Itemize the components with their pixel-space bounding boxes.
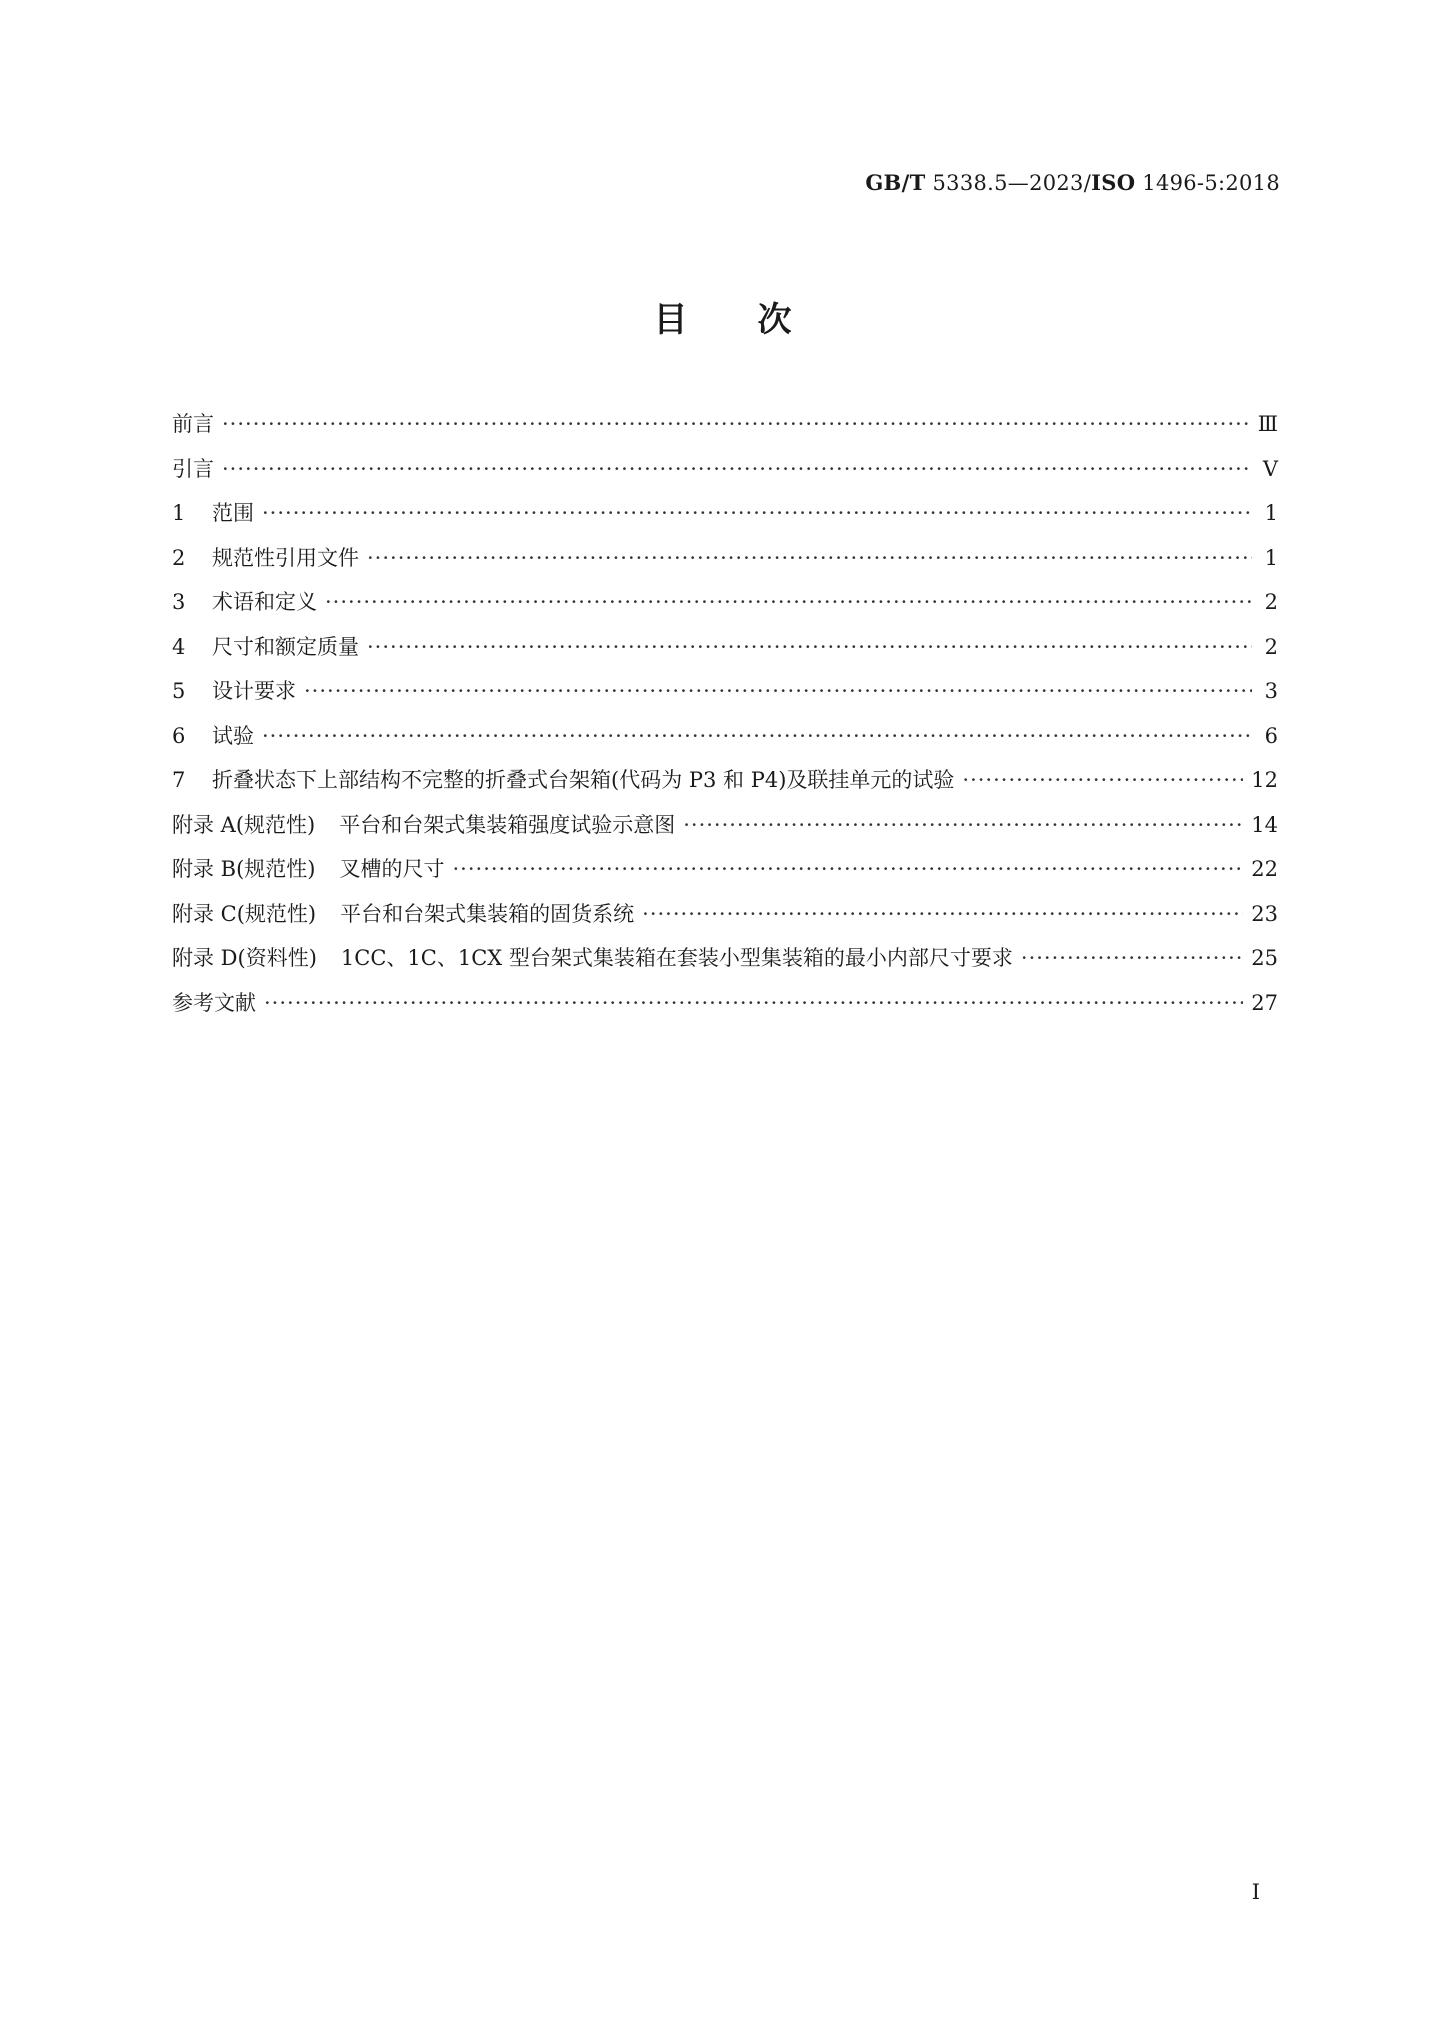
toc-entry-label: 规范性引用文件 [212, 545, 359, 570]
toc-entry-page: 12 [1251, 768, 1278, 792]
toc-leader [367, 546, 1252, 570]
toc-entry-page: 22 [1251, 857, 1278, 881]
document-code [865, 170, 1280, 195]
toc-entry-annex-b[interactable] [172, 853, 1278, 898]
toc-entry-annex-d[interactable] [172, 942, 1278, 987]
toc-leader [325, 590, 1252, 614]
toc-entry-3[interactable] [172, 586, 1278, 631]
toc-entry-number: 2 [172, 545, 186, 570]
doc-code-number: 5338.5—2023/ [932, 171, 1092, 195]
toc-entry-page: 27 [1251, 990, 1278, 1015]
toc-entry-2[interactable] [172, 542, 1278, 587]
toc-entry-page: Ⅴ [1262, 456, 1278, 481]
toc-entry-label: 引言 [172, 456, 214, 481]
doc-code-iso-number: 1496-5:2018 [1142, 171, 1280, 195]
toc-entry-page: 23 [1251, 901, 1278, 926]
toc-entry-number: 1 [172, 501, 186, 525]
toc-annex-tag: 附录 C(规范性) [172, 901, 317, 926]
page-number: I [1251, 1880, 1260, 1904]
toc-leader [304, 679, 1252, 703]
toc-entry-page: 2 [1264, 590, 1278, 614]
toc-entry-number: 6 [172, 723, 186, 748]
toc-leader [642, 902, 1243, 926]
toc-entry-page: 6 [1264, 723, 1278, 748]
toc-leader [367, 635, 1252, 659]
toc-entry-number: 5 [172, 679, 186, 703]
toc-entry-6[interactable] [172, 720, 1278, 765]
toc-leader [262, 501, 1252, 525]
toc-entry-page: 1 [1264, 545, 1278, 570]
toc-entry-label: 范围 [212, 501, 254, 525]
toc-annex-tag: 附录 A(规范性) [172, 812, 316, 837]
toc-entry-label: 术语和定义 [212, 590, 317, 614]
toc-entry-bibliography[interactable] [172, 987, 1278, 1032]
toc-entry-label: 1CC、1C、1CX 型台架式集装箱在套装小型集装箱的最小内部尺寸要求 [340, 946, 1013, 970]
toc-entry-label: 叉槽的尺寸 [339, 857, 445, 881]
toc-entry-number: 7 [172, 768, 186, 792]
toc-leader [962, 768, 1243, 792]
toc-entry-page: 25 [1251, 946, 1278, 970]
toc-entry-label: 参考文献 [172, 990, 256, 1015]
toc-entry-label: 平台和台架式集装箱强度试验示意图 [339, 812, 676, 837]
toc-entry-introduction[interactable] [172, 453, 1278, 498]
toc-leader [1021, 946, 1243, 970]
toc-entry-4[interactable] [172, 631, 1278, 676]
toc-leader [683, 813, 1243, 837]
toc-annex-tag: 附录 D(资料性) [172, 946, 317, 970]
toc-entry-1[interactable] [172, 497, 1278, 542]
toc-entry-label: 平台和台架式集装箱的固货系统 [340, 901, 635, 926]
toc-entry-label: 设计要求 [212, 679, 296, 703]
toc-entry-page: 3 [1264, 679, 1278, 703]
toc-entry-annex-a[interactable] [172, 809, 1278, 854]
toc-entry-label: 折叠状态下上部结构不完整的折叠式台架箱(代码为 P3 和 P4)及联挂单元的试验 [212, 768, 955, 792]
toc-entry-number: 4 [172, 634, 186, 659]
doc-code-iso: ISO [1091, 170, 1136, 195]
toc-leader [264, 991, 1243, 1015]
doc-code-gbt: GB/T [865, 170, 926, 195]
toc-entry-number: 3 [172, 590, 186, 614]
toc-entry-label: 前言 [172, 412, 214, 436]
toc-entry-label: 试验 [212, 723, 254, 748]
toc-title: 目次 [653, 300, 862, 340]
toc-entry-label: 尺寸和额定质量 [212, 634, 359, 659]
toc-entry-7[interactable] [172, 764, 1278, 809]
toc-leader [222, 412, 1250, 436]
table-of-contents [172, 408, 1278, 1031]
toc-entry-page: Ⅲ [1257, 412, 1278, 436]
toc-annex-tag: 附录 B(规范性) [172, 857, 316, 881]
toc-leader [222, 457, 1252, 481]
toc-entry-5[interactable] [172, 675, 1278, 720]
toc-entry-page: 1 [1264, 501, 1278, 525]
toc-entry-annex-c[interactable] [172, 898, 1278, 943]
toc-entry-page: 14 [1251, 812, 1278, 837]
toc-entry-foreword[interactable] [172, 408, 1278, 453]
toc-entry-page: 2 [1264, 634, 1278, 659]
toc-leader [453, 857, 1244, 881]
toc-leader [262, 724, 1252, 748]
